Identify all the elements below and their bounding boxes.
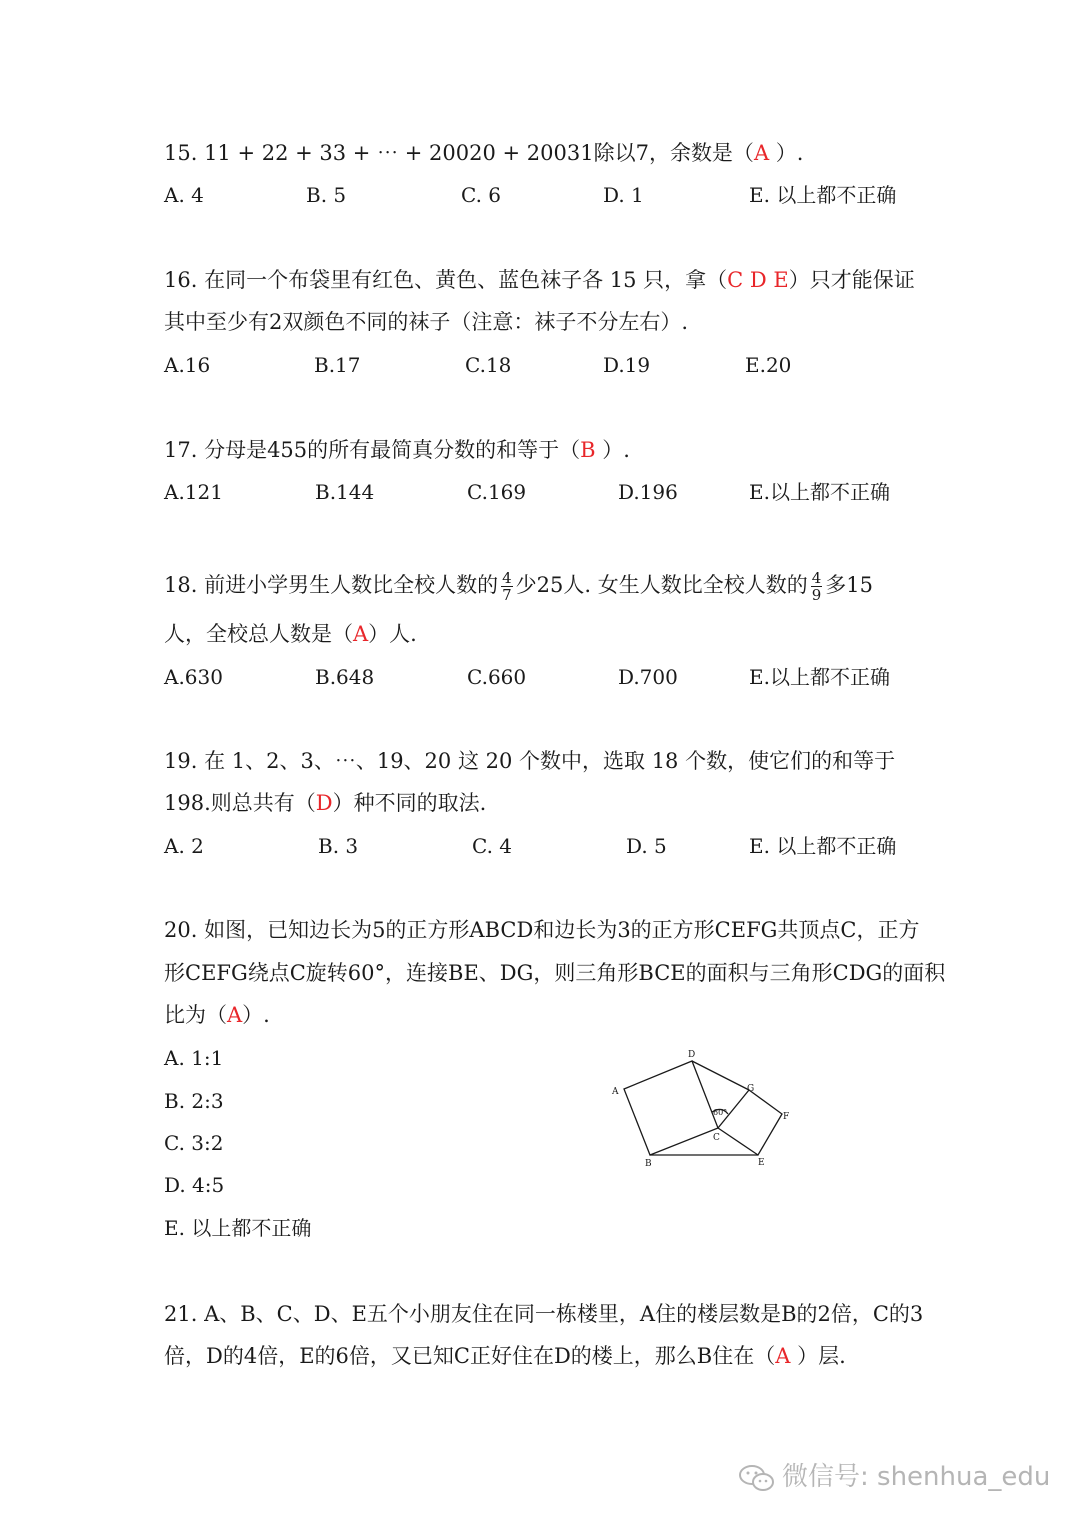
- label-g: G: [747, 1084, 755, 1094]
- option: A. 2: [164, 834, 204, 858]
- option: D.196: [618, 480, 678, 504]
- q20-stem-line2: 形CEFG绕点C旋转60°，连接BE、DG，则三角形BCE的面积与三角形CDG的面积: [164, 961, 946, 985]
- option: B.144: [315, 480, 375, 504]
- option: B.17: [314, 353, 361, 377]
- option: B. 2:3: [164, 1089, 224, 1113]
- label-e: E: [758, 1158, 765, 1168]
- option: A. 4: [164, 183, 204, 207]
- q19-answer: D: [315, 791, 333, 815]
- q19-stem-line1: 19. 在 1、2、3、⋯、19、20 这 20 个数中，选取 18 个数，使它们的和等于: [164, 749, 896, 773]
- q15-stem: 15. 11 + 22 + 33 + ⋯ + 20020 + 20031除以7，余数是（A ）.: [164, 141, 804, 165]
- q21-answer: A: [775, 1344, 791, 1368]
- q20-stem-line3: 比为（A）.: [164, 1003, 270, 1027]
- option: C.169: [467, 480, 527, 504]
- option: C. 4: [472, 834, 513, 858]
- fraction-4-9: $\frac{4}{9}$: [811, 569, 822, 604]
- square-cefg: [718, 1090, 782, 1155]
- option: C. 3:2: [164, 1131, 224, 1155]
- q15-answer: A: [753, 141, 770, 165]
- label-a: A: [612, 1087, 619, 1097]
- option: E. 以上都不正确: [749, 834, 897, 858]
- q17-stem: 17. 分母是455的所有最简真分数的和等于（B ）.: [164, 438, 630, 462]
- q21-stem-line2: 倍，D的4倍，E的6倍，又已知C正好住在D的楼上，那么B住在（A ）层.: [164, 1344, 846, 1368]
- option: A. 1:1: [164, 1046, 224, 1070]
- q18-stem-line1: 18. 前进小学男生人数比全校人数的 $\frac{4}{7}$ 少25人. 女生人数比全校人数的 $\frac{4}{9}$ 多15: [164, 569, 873, 604]
- square-abcd: [624, 1061, 718, 1155]
- option: B. 5: [306, 183, 347, 207]
- option: B.648: [315, 665, 375, 689]
- option: C.18: [465, 353, 512, 377]
- q20-answer: A: [227, 1003, 243, 1027]
- option: E.以上都不正确: [749, 665, 890, 689]
- label-c: C: [713, 1133, 720, 1143]
- q18-answer: A: [353, 622, 369, 646]
- q16-stem-line2: 其中至少有2双颜色不同的袜子（注意：袜子不分左右）.: [164, 310, 689, 334]
- option: D. 1: [603, 183, 644, 207]
- option: A.630: [164, 665, 223, 689]
- q17-answer: B: [580, 438, 596, 462]
- geometry-figure: [600, 1040, 800, 1170]
- wechat-icon: [738, 1463, 776, 1493]
- watermark: 微信号: shenhua_edu: [738, 1456, 1050, 1493]
- option: E.20: [745, 353, 792, 377]
- q16-answer: C D E: [727, 268, 789, 292]
- option: E. 以上都不正确: [749, 183, 897, 207]
- option: A.16: [164, 353, 211, 377]
- option: E.以上都不正确: [749, 480, 890, 504]
- option: D.700: [618, 665, 678, 689]
- q16-stem-line1: 16. 在同一个布袋里有红色、黄色、蓝色袜子各 15 只，拿（C D E）只才能保证: [164, 268, 915, 292]
- option: B. 3: [318, 834, 359, 858]
- q20-stem-line1: 20. 如图，已知边长为5的正方形ABCD和边长为3的正方形CEFG共顶点C，正方: [164, 918, 920, 942]
- option: D. 5: [626, 834, 667, 858]
- option: D.19: [603, 353, 651, 377]
- option: C.660: [467, 665, 527, 689]
- option: D. 4:5: [164, 1173, 225, 1197]
- q18-stem-line2: 人，全校总人数是（A）人.: [164, 622, 417, 646]
- q21-stem-line1: 21. A、B、C、D、E五个小朋友住在同一栋楼里，A住的楼层数是B的2倍，C的3: [164, 1302, 924, 1326]
- angle-label: 60°: [713, 1108, 728, 1117]
- option: E. 以上都不正确: [164, 1216, 312, 1240]
- label-b: B: [645, 1159, 652, 1169]
- option: C. 6: [461, 183, 502, 207]
- q19-stem-line2: 198.则总共有（D）种不同的取法.: [164, 791, 487, 815]
- option: A.121: [164, 480, 223, 504]
- segment-dg: [692, 1061, 749, 1090]
- label-f: F: [783, 1112, 790, 1122]
- label-d: D: [688, 1050, 696, 1060]
- fraction-4-7: $\frac{4}{7}$: [502, 569, 512, 604]
